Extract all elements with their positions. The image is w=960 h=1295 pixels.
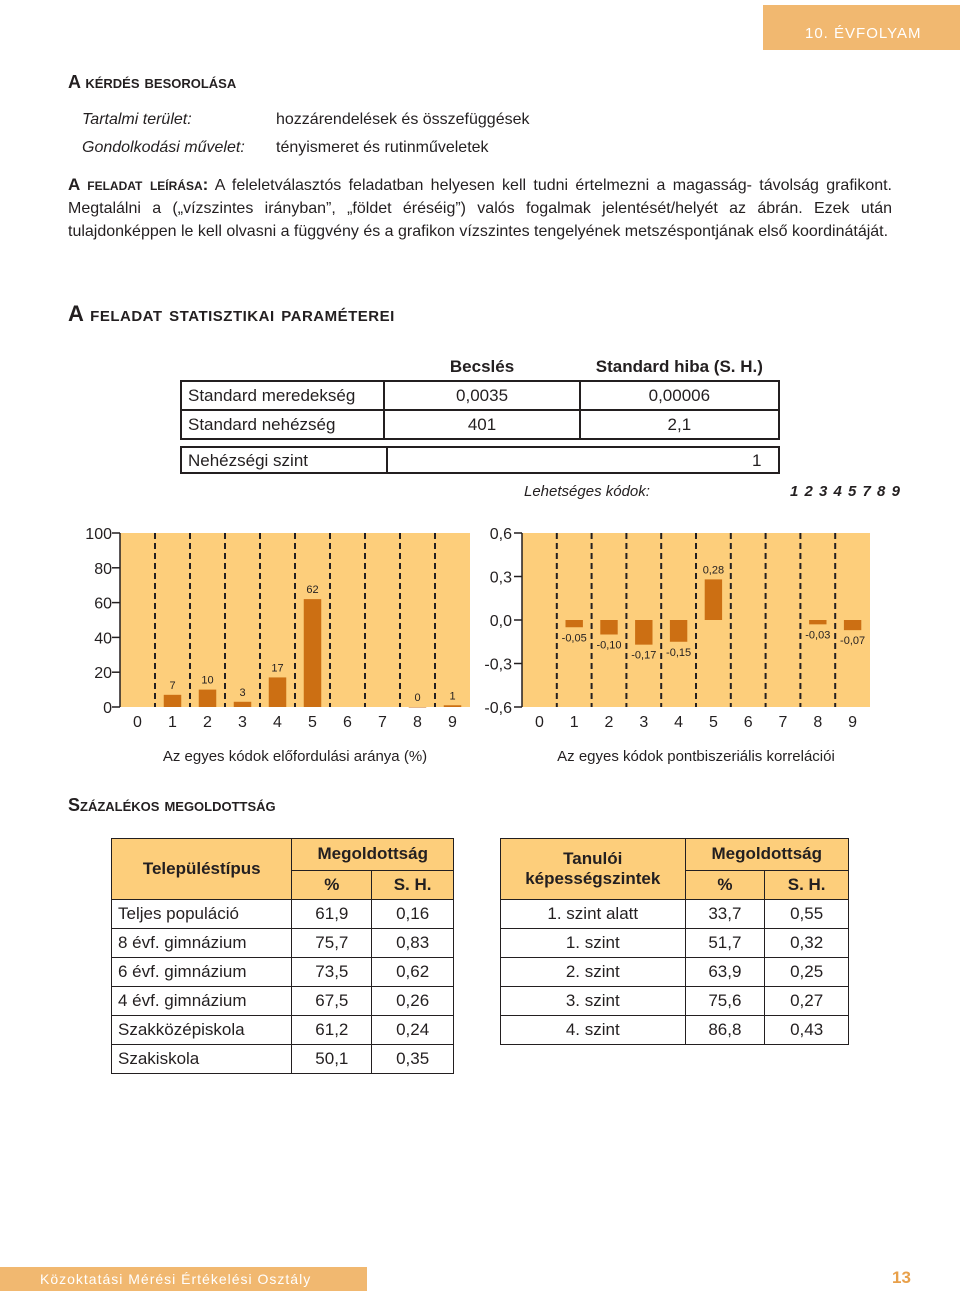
x-tick-label: 6 [743, 714, 753, 731]
x-tick-label: 2 [604, 714, 614, 731]
percent-header: % [685, 870, 765, 899]
y-tick-label: 60 [94, 595, 112, 613]
table-row [112, 1016, 454, 1045]
row-se: 0,32 [765, 929, 849, 958]
data-label: 0,28 [702, 564, 725, 577]
settlement-header: Településtípus [112, 839, 292, 900]
row-se: 0,16 [372, 900, 454, 929]
table-row [501, 900, 849, 929]
chart-title: Az egyes kódok előfordulási aránya (%) [162, 748, 428, 765]
y-tick-label: 80 [94, 560, 112, 578]
row-label: 6 évf. gimnázium [112, 958, 292, 987]
x-tick-label: 8 [813, 714, 823, 731]
charts-svg [0, 515, 960, 775]
row-se: 0,27 [765, 987, 849, 1016]
table-row [501, 987, 849, 1016]
row-se: 0,55 [765, 900, 849, 929]
difficulty-value: 1 [752, 451, 762, 470]
table-row [112, 929, 454, 958]
row-label: 2. szint [501, 958, 686, 987]
x-tick-label: 4 [273, 714, 282, 731]
data-label: 62 [306, 584, 319, 597]
row-percent: 33,7 [685, 900, 765, 929]
y-tick-label: 0,6 [489, 526, 512, 543]
bar [566, 620, 583, 627]
row-label: Standard nehézség [181, 410, 384, 439]
y-tick-label: 100 [85, 526, 112, 543]
footer-org: Közoktatási Mérési Értékelési Osztály [40, 1271, 312, 1287]
se-header: S. H. [765, 870, 849, 899]
data-label: -0,03 [805, 629, 831, 642]
table-row [112, 1045, 454, 1074]
bar [670, 620, 687, 642]
x-tick-label: 9 [448, 714, 457, 731]
row-percent: 86,8 [685, 1016, 765, 1045]
row-percent: 61,2 [292, 1016, 372, 1045]
table-row [501, 958, 849, 987]
bar [234, 702, 252, 707]
codes-value: 1 2 3 4 5 7 8 9 [790, 483, 901, 500]
settlement-table [111, 838, 454, 1074]
row-se: 0,25 [765, 958, 849, 987]
y-tick-label: -0,6 [484, 700, 512, 717]
x-tick-label: 1 [569, 714, 579, 731]
row-percent: 51,7 [685, 929, 765, 958]
row-percent: 67,5 [292, 987, 372, 1016]
content-area-label: Tartalmi terület: [82, 111, 192, 128]
data-label: -0,17 [631, 649, 657, 662]
y-tick-label: 40 [94, 630, 112, 648]
x-tick-label: 7 [778, 714, 788, 731]
row-percent: 73,5 [292, 958, 372, 987]
data-label: -0,15 [666, 646, 692, 659]
row-estimate: 0,0035 [384, 381, 579, 410]
x-tick-label: 3 [238, 714, 247, 731]
grade-label: 10. ÉVFOLYAM [805, 25, 922, 42]
row-estimate: 401 [384, 410, 579, 439]
row-percent: 63,9 [685, 958, 765, 987]
parameters-table [180, 353, 780, 440]
x-tick-label: 0 [534, 714, 544, 731]
x-tick-label: 3 [639, 714, 649, 731]
thinking-operation-value: tényismeret és rutinműveletek [276, 139, 489, 156]
data-label: -0,10 [596, 639, 622, 652]
row-label: Teljes populáció [112, 900, 292, 929]
row-se: 0,24 [372, 1016, 454, 1045]
solved-header: Megoldottság [292, 839, 454, 871]
chart-title: Az egyes kódok pontbiszeriális korrelációi [557, 748, 835, 765]
row-se: 0,00006 [580, 381, 779, 410]
x-tick-label: 1 [168, 714, 177, 731]
row-se: 0,26 [372, 987, 454, 1016]
ability-header: Tanulói képességszintek [501, 839, 686, 900]
table-row [181, 410, 779, 439]
header-std-error: Standard hiba (S. H.) [595, 356, 763, 376]
bar [705, 579, 722, 620]
bar [844, 620, 861, 630]
row-percent: 50,1 [292, 1045, 372, 1074]
data-label: 0 [414, 692, 421, 704]
data-label: 17 [271, 662, 284, 675]
bar [444, 705, 462, 707]
row-percent: 75,6 [685, 987, 765, 1016]
row-label: 3. szint [501, 987, 686, 1016]
row-label: Szakközépiskola [112, 1016, 292, 1045]
page-number: 13 [892, 1268, 911, 1287]
row-se: 0,35 [372, 1045, 454, 1074]
row-se: 2,1 [580, 410, 779, 439]
grade-tag [763, 5, 960, 50]
table-row [112, 987, 454, 1016]
bar [600, 620, 617, 635]
header-estimate: Becslés [449, 356, 515, 376]
row-se: 0,62 [372, 958, 454, 987]
y-tick-label: -0,3 [484, 656, 512, 674]
solved-header: Megoldottság [685, 839, 848, 871]
bar [164, 695, 182, 707]
table-row [501, 929, 849, 958]
x-tick-label: 6 [343, 714, 352, 731]
bar [409, 707, 427, 708]
y-tick-label: 0,0 [489, 613, 512, 630]
row-label: 4. szint [501, 1016, 686, 1045]
data-label: 10 [201, 674, 214, 687]
x-tick-label: 2 [203, 714, 212, 731]
description-text: A feleletválasztós feladatban helyesen kell tudni értelmezni a magasság- távolság grafikont. Megtalálni a („vízszintes irányban”, „földet éréséig”) valós fogalmak jelentését/helyét az ábrán. Ezek után tulajdonképpen le kell olvasni a függvény és a grafikon vízszintes tengelyének metszéspontjának első koordinátáját. [68, 177, 893, 240]
se-header: S. H. [372, 870, 454, 899]
x-tick-label: 8 [413, 714, 422, 731]
stats-title: A feladat statisztikai paraméterei [68, 301, 395, 326]
data-label: -0,07 [840, 635, 866, 648]
y-tick-label: 0,3 [489, 569, 512, 587]
row-label: 1. szint [501, 929, 686, 958]
row-se: 0,83 [372, 929, 454, 958]
difficulty-box [180, 446, 780, 474]
bar [809, 620, 826, 624]
row-label: Standard meredekség [181, 381, 384, 410]
row-label: 4 évf. gimnázium [112, 987, 292, 1016]
table-row [112, 958, 454, 987]
row-se: 0,43 [765, 1016, 849, 1045]
x-tick-label: 0 [133, 714, 142, 731]
x-tick-label: 9 [848, 714, 858, 731]
x-tick-label: 7 [378, 714, 387, 731]
footer-bar [0, 1267, 367, 1291]
bar [199, 690, 217, 707]
data-label: 3 [239, 686, 246, 699]
x-tick-label: 5 [308, 714, 317, 731]
data-label: 7 [169, 679, 176, 692]
row-percent: 61,9 [292, 900, 372, 929]
description-title: A feladat leírása: [68, 175, 209, 194]
percent-title: Százalékos megoldottság [68, 795, 276, 815]
table-row [501, 1016, 849, 1045]
percent-header: % [292, 870, 372, 899]
row-label: 1. szint alatt [501, 900, 686, 929]
content-area-value: hozzárendelések és összefüggések [276, 111, 530, 128]
thinking-operation-label: Gondolkodási művelet: [82, 139, 245, 156]
difficulty-label: Nehézségi szint [188, 451, 309, 470]
bar [304, 599, 322, 707]
data-label: -0,05 [561, 632, 587, 645]
row-label: 8 évf. gimnázium [112, 929, 292, 958]
bar [269, 677, 287, 707]
task-description [68, 173, 892, 243]
table-row [181, 381, 779, 410]
bar [635, 620, 652, 645]
y-tick-label: 0 [103, 700, 112, 717]
ability-table [500, 838, 849, 1045]
y-tick-label: 20 [94, 665, 112, 683]
data-label: 1 [449, 690, 456, 703]
row-percent: 75,7 [292, 929, 372, 958]
x-tick-label: 4 [674, 714, 684, 731]
classification-title: A kérdés besorolása [68, 72, 237, 92]
row-label: Szakiskola [112, 1045, 292, 1074]
x-tick-label: 5 [708, 714, 718, 731]
codes-label: Lehetséges kódok: [524, 483, 650, 500]
table-row [112, 900, 454, 929]
